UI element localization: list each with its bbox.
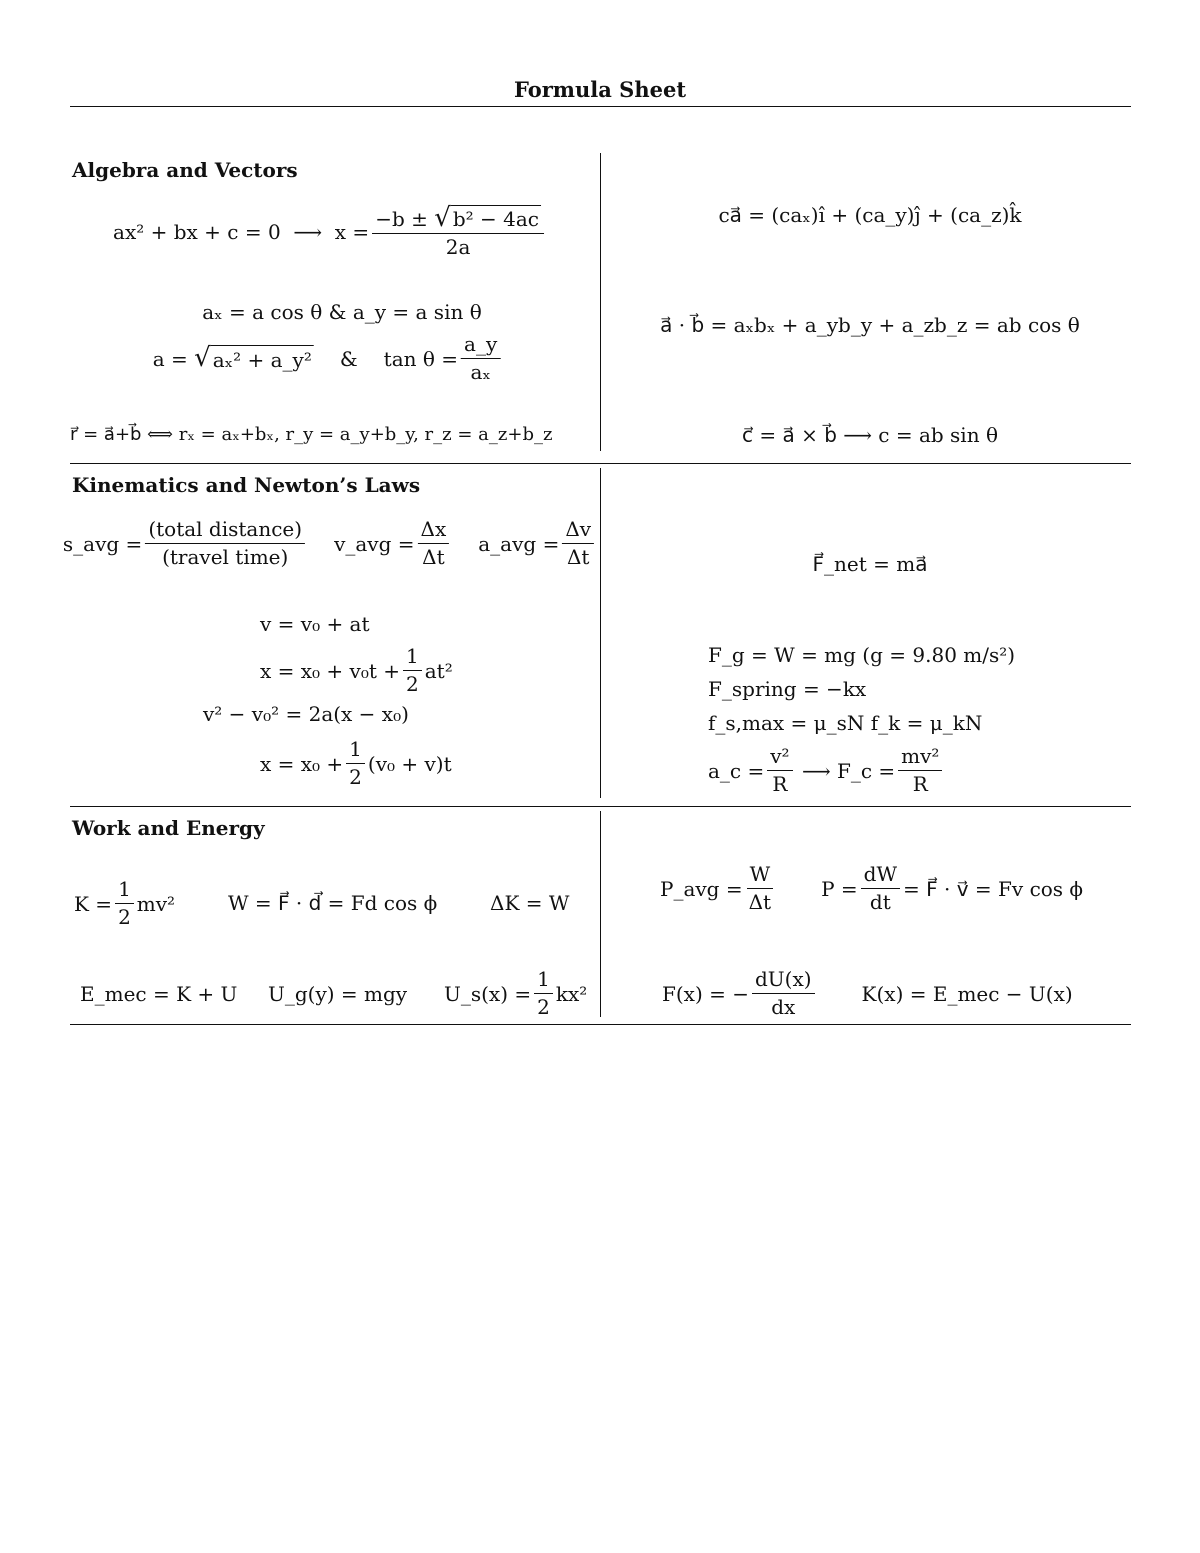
spring-force: F_spring = −kx <box>708 677 867 701</box>
work-energy-theorem: ΔK = W <box>490 891 570 915</box>
scalar-vector-product: ca⃗ = (caₓ)î + (ca_y)ĵ + (ca_z)k̂ <box>718 203 1022 227</box>
vector-components: aₓ = a cos θ & a_y = a sin θ <box>202 300 482 324</box>
kinetic-energy: K = $\frac{1}{2}$ mv² <box>74 877 176 929</box>
cross-product: c⃗ = a⃗ × b⃗ ⟶ c = ab sin θ <box>742 423 998 447</box>
section-rule-1 <box>70 463 1131 464</box>
section-rule-2 <box>70 806 1131 807</box>
section-heading-algebra: Algebra and Vectors <box>72 158 298 182</box>
section-heading-kinematics: Kinematics and Newton’s Laws <box>72 473 421 497</box>
power-formulas: P_avg = $\frac{W}{\Delta t}$ P = $\frac{dW}{dt}$ = F⃗ · v⃗ = Fv cos ϕ <box>660 862 1084 914</box>
force-from-potential: F(x) = − $\frac{dU(x)}{dx}$ K(x) = E_mec − U(x) <box>662 967 1073 1019</box>
section-rule-3 <box>70 1024 1131 1025</box>
mechanical-energy: E_mec = K + U <box>80 982 238 1006</box>
title-rule <box>70 106 1131 107</box>
spring-potential: U_s(x) = $\frac{1}{2}$ kx² <box>444 967 588 1019</box>
section-heading-work: Work and Energy <box>72 816 265 840</box>
friction-forces: f_s,max = μ_sN f_k = μ_kN <box>708 711 983 735</box>
work-formula: W = F⃗ · d⃗ = Fd cos ϕ <box>228 891 438 915</box>
kinematic-eq-1: v = v₀ + at <box>260 612 370 636</box>
gravitational-potential: U_g(y) = mgy <box>268 982 408 1006</box>
dot-product: a⃗ · b⃗ = aₓbₓ + a_yb_y + a_zb_z = ab cos θ <box>660 313 1080 337</box>
column-divider-1 <box>600 153 601 451</box>
newtons-second-law: F⃗_net = ma⃗ <box>812 552 928 576</box>
kinematic-eq-4: x = x₀ + $\frac{1}{2}$ (v₀ + v)t <box>260 737 452 789</box>
weight-formula: F_g = W = mg (g = 9.80 m/s²) <box>708 643 1016 667</box>
column-divider-3 <box>600 811 601 1017</box>
average-quantities: s_avg = $\frac{\text{(total distance)}}{\text{(travel time)}}$ v_avg = $\frac{\Delta x}{\Delta t}$ a_avg = $\frac{\Delta v}{\Delta t}$ <box>63 518 597 569</box>
column-divider-2 <box>600 468 601 798</box>
page-title: Formula Sheet <box>513 77 687 102</box>
vector-sum: r⃗ = a⃗+b⃗ ⟺ rₓ = aₓ+bₓ, r_y = a_y+b_y, r_z = a_z+b_z <box>70 424 553 445</box>
kinematic-eq-3: v² − v₀² = 2a(x − x₀) <box>203 702 409 726</box>
quadratic-formula: ax² + bx + c = 0 ⟶ x = −b ± √ b² − 4ac 2a <box>113 205 547 259</box>
vector-magnitude-angle: a = √ aₓ² + a_y² & tan θ = $\frac{a\_y}{\text{aₓ}}$ <box>153 333 504 384</box>
centripetal-force: a_c = $\frac{\text{v²}}{R}$ ⟶ F_c = $\frac{\text{mv²}}{R}$ <box>708 745 945 796</box>
kinematic-eq-2: x = x₀ + v₀t + $\frac{1}{2}$ at² <box>260 644 453 696</box>
